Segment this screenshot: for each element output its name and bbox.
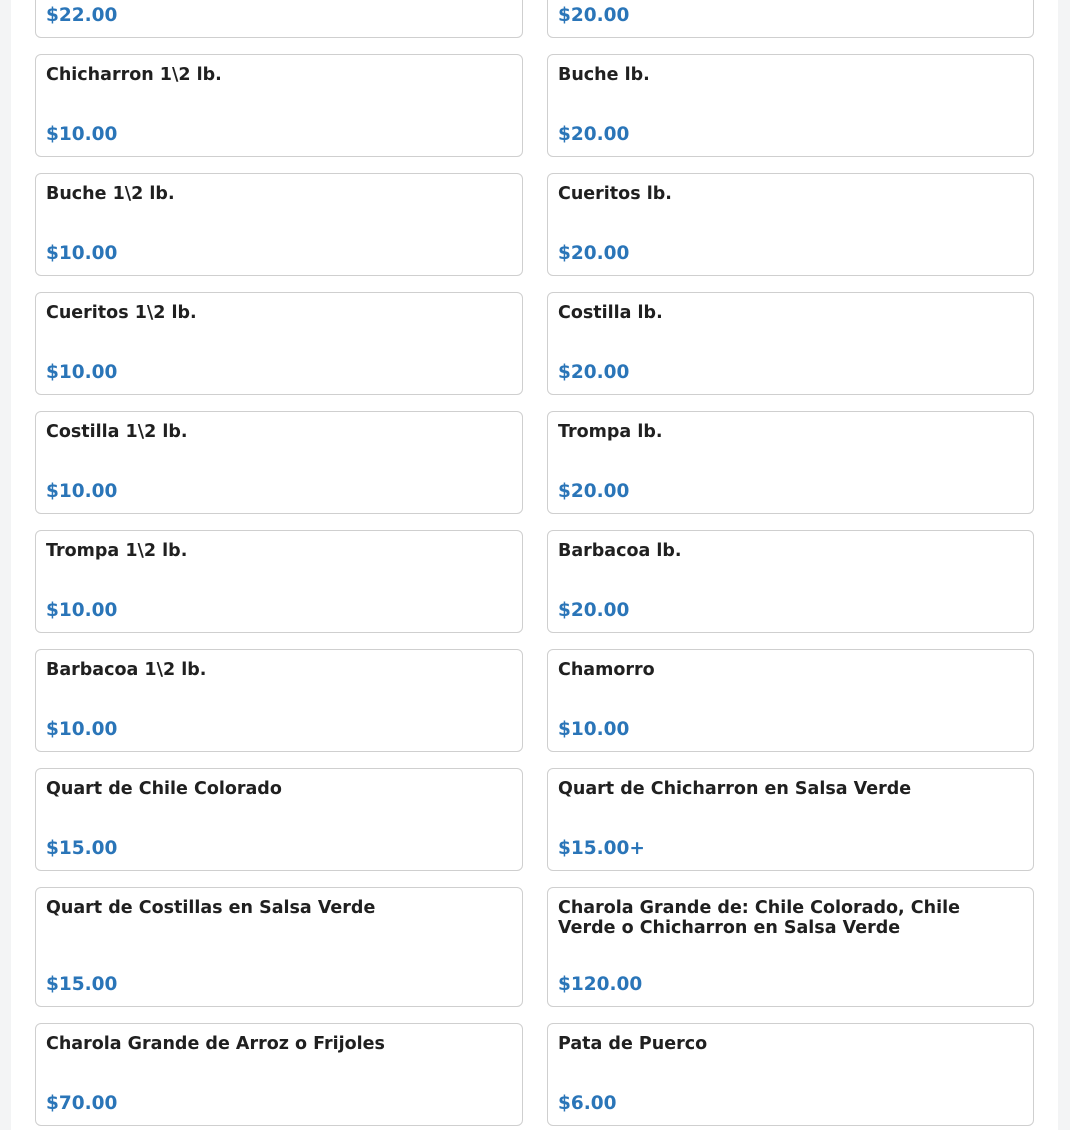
menu-item-price: $10.00 [46,243,118,264]
menu-item-price: $20.00 [558,243,630,264]
menu-item-price: $20.00 [558,600,630,621]
menu-item-name: Charola Grande de Arroz o Frijoles [46,1034,385,1054]
menu-item-card[interactable] [547,649,1034,752]
menu-item-card[interactable] [35,887,523,1007]
menu-item-price: $15.00 [46,974,118,995]
menu-item-card[interactable] [35,1023,523,1126]
menu-item-card[interactable] [547,887,1034,1007]
menu-item-card[interactable] [35,292,523,395]
menu-page [11,0,1058,1130]
menu-item-card[interactable] [547,411,1034,514]
menu-item-name: Costilla lb. [558,303,663,323]
menu-item-name: Chicharron 1\2 lb. [46,65,222,85]
menu-item-name: Buche lb. [558,65,650,85]
menu-item-name: Pata de Puerco [558,1034,708,1054]
menu-item-price: $10.00 [46,362,118,383]
menu-item-name: Chamorro [558,660,655,680]
menu-item-name: Quart de Costillas en Salsa Verde [46,898,376,918]
menu-item-card[interactable] [35,411,523,514]
menu-item-name: Cueritos lb. [558,184,672,204]
menu-item-price: $120.00 [558,974,643,995]
menu-item-price: $6.00 [558,1093,617,1114]
menu-item-card[interactable] [547,768,1034,871]
menu-item-card[interactable] [35,649,523,752]
menu-item-price: $22.00 [46,5,118,26]
menu-grid [35,0,1034,1126]
menu-item-name: Cueritos 1\2 lb. [46,303,197,323]
menu-item-card[interactable] [35,530,523,633]
menu-item-price: $15.00 [46,838,118,859]
menu-item-card[interactable] [547,0,1034,38]
menu-item-name: Trompa lb. [558,422,663,442]
menu-item-name: Trompa 1\2 lb. [46,541,188,561]
menu-item-price: $20.00 [558,124,630,145]
menu-item-price: $20.00 [558,362,630,383]
menu-item-price: $10.00 [46,481,118,502]
menu-item-card[interactable] [35,768,523,871]
menu-item-card[interactable] [35,173,523,276]
menu-item-card[interactable] [35,54,523,157]
menu-item-name: Barbacoa 1\2 lb. [46,660,207,680]
menu-item-card[interactable] [547,54,1034,157]
menu-item-name: Charola Grande de: Chile Colorado, Chile Verde o Chicharron en Salsa Verde [558,898,960,938]
menu-item-name: Quart de Chile Colorado [46,779,282,799]
menu-item-price: $10.00 [46,124,118,145]
menu-item-name: Barbacoa lb. [558,541,682,561]
menu-item-name: Costilla 1\2 lb. [46,422,188,442]
menu-item-name: Buche 1\2 lb. [46,184,175,204]
menu-item-card[interactable] [547,1023,1034,1126]
menu-item-price: $15.00+ [558,838,645,859]
menu-item-card[interactable] [547,173,1034,276]
menu-item-price: $20.00 [558,481,630,502]
menu-item-price: $20.00 [558,5,630,26]
menu-item-card[interactable] [547,292,1034,395]
menu-item-price: $10.00 [46,600,118,621]
menu-item-card[interactable] [547,530,1034,633]
menu-item-card[interactable] [35,0,523,38]
menu-item-price: $10.00 [46,719,118,740]
menu-item-name: Quart de Chicharron en Salsa Verde [558,779,912,799]
menu-item-price: $70.00 [46,1093,118,1114]
menu-item-price: $10.00 [558,719,630,740]
